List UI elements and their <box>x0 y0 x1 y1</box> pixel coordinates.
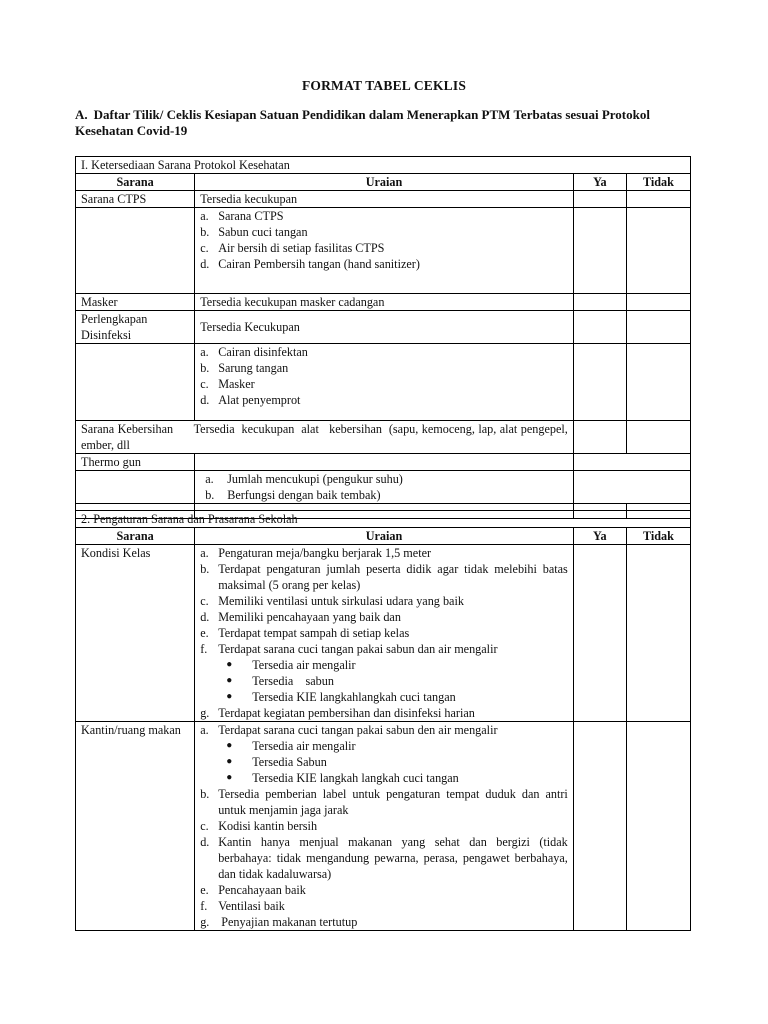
thermo-item-list <box>200 471 568 503</box>
tidak-checkbox-cell[interactable] <box>626 311 690 344</box>
table-row <box>76 208 691 294</box>
uraian-cell: Tersedia kecukupan masker cadangan <box>195 294 574 311</box>
list-item: a. Jumlah mencukupi (pengukur suhu) <box>205 472 403 486</box>
list-item: b. Terdapat pengaturan jumlah peserta didik agar tidak melebihi batas maksimal (5 orang per kelas) <box>200 562 568 592</box>
ya-checkbox-cell[interactable] <box>573 421 626 454</box>
uraian-cell <box>195 471 574 504</box>
sarana-cell: Sarana CTPS <box>76 191 195 208</box>
tidak-checkbox-cell[interactable] <box>626 191 690 208</box>
bullet-icon: ● <box>226 756 233 767</box>
ya-checkbox-cell[interactable] <box>573 545 626 722</box>
list-item: c. Memiliki ventilasi untuk sirkulasi udara yang baik <box>200 594 464 608</box>
list-item: d. Cairan Pembersih tangan (hand sanitizer) <box>200 257 420 271</box>
header-sarana: Sarana <box>76 174 195 191</box>
table2-heading: 2. Pengaturan Sarana dan Prasarana Sekolah <box>76 511 691 528</box>
uraian-cell <box>195 208 574 294</box>
header-uraian: Uraian <box>195 174 574 191</box>
kantin-bullet-list <box>200 738 568 786</box>
list-item: c. Air bersih di setiap fasilitas CTPS <box>200 241 385 255</box>
sarana-cell: Masker <box>76 294 195 311</box>
bullet-icon: ● <box>226 659 233 670</box>
table2-header-row <box>76 528 691 545</box>
ya-tidak-cell[interactable] <box>573 471 690 504</box>
ya-tidak-cell[interactable] <box>573 454 690 471</box>
list-item: ● Tersedia Sabun <box>218 754 568 770</box>
section-a-text: Daftar Tilik/ Ceklis Kesiapan Satuan Pendidikan dalam Menerapkan PTM Terbatas sesuai Protokol Kesehatan Covid-19 <box>75 107 650 138</box>
list-item: a. Pengaturan meja/bangku berjarak 1,5 meter <box>200 546 432 560</box>
uraian-cell <box>195 454 574 471</box>
checklist-table-2 <box>75 510 691 931</box>
table-row <box>76 722 691 931</box>
tidak-checkbox-cell[interactable] <box>626 208 690 294</box>
list-item: ● Tersedia KIE langkahlangkah cuci tangan <box>218 689 568 705</box>
list-item: d. Kantin hanya menjual makanan yang sehat dan bergizi (tidak berbahaya: tidak mengandung pewarna, perasa, pengawet berbahaya, dan tidak kadaluwarsa) <box>200 835 568 881</box>
list-item: ● Tersedia sabun <box>218 673 568 689</box>
list-item: d. Alat penyemprot <box>200 393 301 407</box>
kantin-item-list <box>200 786 568 930</box>
tidak-checkbox-cell[interactable] <box>626 421 690 454</box>
ya-checkbox-cell[interactable] <box>573 294 626 311</box>
uraian-cell: Tersedia Kecukupan <box>195 311 574 344</box>
tidak-checkbox-cell[interactable] <box>626 294 690 311</box>
ya-checkbox-cell[interactable] <box>573 208 626 294</box>
list-item: ● Tersedia air mengalir <box>218 738 568 754</box>
sarana-cell: Kantin/ruang makan <box>76 722 195 931</box>
table-row <box>76 311 691 344</box>
bullet-icon: ● <box>226 772 233 783</box>
table-row <box>76 421 691 454</box>
table2-section-row <box>76 511 691 528</box>
page-title: FORMAT TABEL CEKLIS <box>301 78 467 93</box>
table1-heading: I. Ketersediaan Sarana Protokol Kesehatan <box>76 157 691 174</box>
table-row <box>76 471 691 504</box>
table-row <box>76 454 691 471</box>
list-item: c. Masker <box>200 377 255 391</box>
sarana-cell <box>76 471 195 504</box>
list-item: f. Terdapat sarana cuci tangan pakai sabun dan air mengalir <box>200 642 498 656</box>
list-item: a. Sarana CTPS <box>200 209 284 223</box>
uraian-cell <box>195 344 574 421</box>
header-sarana: Sarana <box>76 528 195 545</box>
list-item: b. Sabun cuci tangan <box>200 225 308 239</box>
list-item: a. Terdapat sarana cuci tangan pakai sabun den air mengalir <box>200 723 498 737</box>
table-row <box>76 545 691 722</box>
list-item: f. Ventilasi baik <box>200 899 285 913</box>
list-item: ● Tersedia air mengalir <box>218 657 568 673</box>
list-item: a. Cairan disinfektan <box>200 345 308 359</box>
list-item: g. Terdapat kegiatan pembersihan dan disinfeksi harian <box>200 706 475 720</box>
sarana-cell: Perlengkapan Disinfeksi <box>76 311 195 344</box>
list-item: g. Penyajian makanan tertutup <box>200 915 358 929</box>
list-item: b. Berfungsi dengan baik tembak) <box>205 488 381 502</box>
header-ya: Ya <box>573 528 626 545</box>
sarana-cell <box>76 208 195 294</box>
header-ya: Ya <box>573 174 626 191</box>
sarana-cell: Thermo gun <box>76 454 195 471</box>
table1-header-row <box>76 174 691 191</box>
kelas-bullet-list <box>200 657 568 705</box>
ya-checkbox-cell[interactable] <box>573 344 626 421</box>
ya-checkbox-cell[interactable] <box>573 191 626 208</box>
list-item: ● Tersedia KIE langkah langkah cuci tangan <box>218 770 568 786</box>
tidak-checkbox-cell[interactable] <box>626 344 690 421</box>
bullet-icon: ● <box>226 675 233 686</box>
table1-section-row <box>76 157 691 174</box>
kelas-item-list <box>200 545 568 657</box>
section-a-prefix: A. <box>75 107 88 122</box>
list-item: e. Pencahayaan baik <box>200 883 306 897</box>
section-a-heading <box>75 107 695 139</box>
kelas-item-list-last <box>200 705 568 721</box>
table-row <box>76 191 691 208</box>
tidak-checkbox-cell[interactable] <box>626 722 690 931</box>
sarana-cell: Kondisi Kelas <box>76 545 195 722</box>
uraian-cell <box>195 722 574 931</box>
header-uraian: Uraian <box>195 528 574 545</box>
bullet-icon: ● <box>226 691 233 702</box>
header-tidak: Tidak <box>626 528 690 545</box>
checklist-table-1 <box>75 156 691 519</box>
list-item: e. Terdapat tempat sampah di setiap kelas <box>200 626 410 640</box>
table-row <box>76 344 691 421</box>
list-item: c. Kodisi kantin bersih <box>200 819 318 833</box>
ctps-item-list <box>200 208 568 272</box>
header-tidak: Tidak <box>626 174 690 191</box>
uraian-cell <box>195 545 574 722</box>
disinfeksi-item-list <box>200 344 568 408</box>
list-item: b. Sarung tangan <box>200 361 289 375</box>
sarana-cell <box>76 344 195 421</box>
ya-checkbox-cell[interactable] <box>573 311 626 344</box>
kebersihan-cell: Sarana Kebersihan Tersedia kecukupan alat kebersihan (sapu, kemoceng, lap, alat pengepel, ember, dll <box>76 421 574 454</box>
uraian-cell: Tersedia kecukupan <box>195 191 574 208</box>
kantin-item-list-first <box>200 722 568 738</box>
table-row <box>76 294 691 311</box>
ya-checkbox-cell[interactable] <box>573 722 626 931</box>
list-item: b. Tersedia pemberian label untuk pengaturan tempat duduk dan antri untuk menjamin jaga jarak <box>200 787 568 817</box>
bullet-icon: ● <box>226 740 233 751</box>
tidak-checkbox-cell[interactable] <box>626 545 690 722</box>
list-item: d. Memiliki pencahayaan yang baik dan <box>200 610 401 624</box>
